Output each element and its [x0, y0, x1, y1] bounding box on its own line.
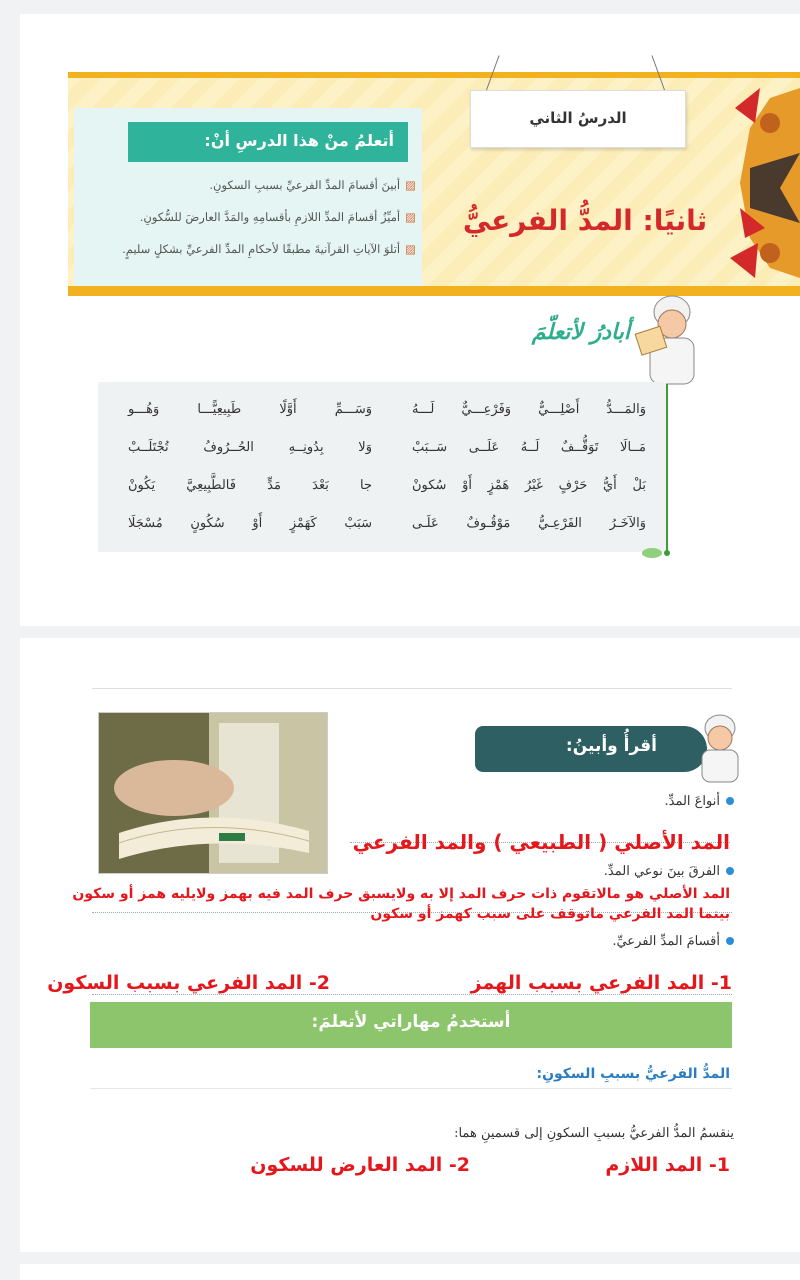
- objective-item: ▨أميِّزُ أقسامَ المدِّ اللازمِ بأقسامِهِ والمَدَّ العارضَ للسُّكونِ.: [139, 210, 416, 224]
- page-one: [20, 14, 800, 626]
- question-item: أقسامَ المدِّ الفرعيِّ.: [450, 934, 734, 949]
- bullet-icon: [726, 867, 734, 875]
- answer-text: 1- المد الفرعي بسبب الهمز: [470, 972, 732, 994]
- divider: [92, 688, 732, 689]
- poem-verse: مَــالَا تَوَقُّــفٌ لَــهُ عَلَــى سَــبَبْ: [412, 440, 646, 455]
- poem-verse: وَالآخَـرُ الفَرْعِـيُّ مَوْقُـوفٌ عَلَـى: [412, 516, 646, 531]
- leaf-ornament-icon: [640, 544, 674, 562]
- main-title: ثانيًا: المدُّ الفرعيُّ: [462, 204, 708, 237]
- lesson-label-card: الدرسُ الثاني: [470, 90, 686, 148]
- section-title: أبادرُ لأتعلّمَ: [531, 320, 630, 345]
- next-page-edge: [20, 1264, 800, 1280]
- question-item: الفرقَ بينَ نوعي المدِّ.: [450, 864, 734, 879]
- book-icon: ▨: [405, 178, 416, 192]
- question-item: أنواعَ المدِّ.: [450, 794, 734, 809]
- bullet-icon: [726, 797, 734, 805]
- poem-verse: وَلا بِدُونِــهِ الحُــرُوفُ تُجْتَلَــبْ: [128, 440, 372, 455]
- poem-verse: وَسَـــمِّ أَوَّلًا طَبِيعِيًّـــا وَهُـــو: [128, 402, 372, 417]
- answer-text: 1- المد اللازم: [605, 1154, 730, 1176]
- poem-verse: وَالمَـــدُّ أَصْلِـــيٌّ وَفَرْعِـــيٌّ لَـــهُ: [412, 402, 646, 417]
- bullet-icon: [726, 937, 734, 945]
- divider: [90, 1088, 732, 1089]
- poem-verse: بَلْ أَيُّ حَرْفٍ غَيْرُ هَمْزٍ أَوْ سُكونْ: [412, 478, 646, 493]
- subheading: المدُّ الفرعيُّ بسببِ السكونِ:: [536, 1066, 730, 1082]
- answer-text: المد الأصلي ( الطبيعي ) والمد الفرعي: [352, 830, 730, 854]
- boy-avatar-icon: [688, 708, 748, 784]
- objectives-header: أتعلمُ منْ هذا الدرسِ أنْ:: [128, 122, 408, 162]
- poem-divider: [666, 384, 668, 552]
- objective-item: ▨أبينَ أقسامَ المدِّ الفرعيِّ بسببِ السكونِ.: [209, 178, 416, 192]
- paragraph: ينقسمُ المدُّ الفرعيُّ بسببِ السكونِ إلى قسمينِ هما:: [454, 1126, 734, 1141]
- poem-verse: جا بَعْدَ مَدٍّ فَالطَّبِيعِيَّ يَكُونْ: [128, 478, 372, 493]
- boy-reading-icon: [630, 288, 712, 388]
- page-two: [20, 638, 800, 1252]
- answer-text: 2- المد الفرعي بسبب السكون: [47, 972, 330, 994]
- answer-text: 2- المد العارض للسكون: [250, 1154, 470, 1176]
- skills-bar: أستخدمُ مهاراتي لأتعلمَ:: [90, 1002, 732, 1048]
- islamic-ornament: [710, 78, 800, 288]
- answer-line: [92, 994, 732, 995]
- objective-item: ▨أتلوَ الآياتِ القرآنيةَ مطبقًا لأحكامِ المدِّ الفرعيِّ بشكلٍ سليمٍ.: [122, 242, 416, 256]
- banner-top-strip: [68, 72, 800, 78]
- book-icon: ▨: [405, 210, 416, 224]
- book-icon: ▨: [405, 242, 416, 256]
- answer-text: المد الأصلي هو مالاتقوم ذات حرف المد إلا به ولايسبق حرف المد فيه بهمز ولايليه همز أو سكون بينما المد الفرعي ماتوقف على سبب كهمز أو سكون: [72, 886, 730, 922]
- poem-verse: سَبَبْ كَهَمْزٍ أَوْ سُكُونٍ مُسْجَلَا: [128, 516, 372, 531]
- read-and-explain-banner: أقرأُ وأبينُ:: [475, 726, 707, 772]
